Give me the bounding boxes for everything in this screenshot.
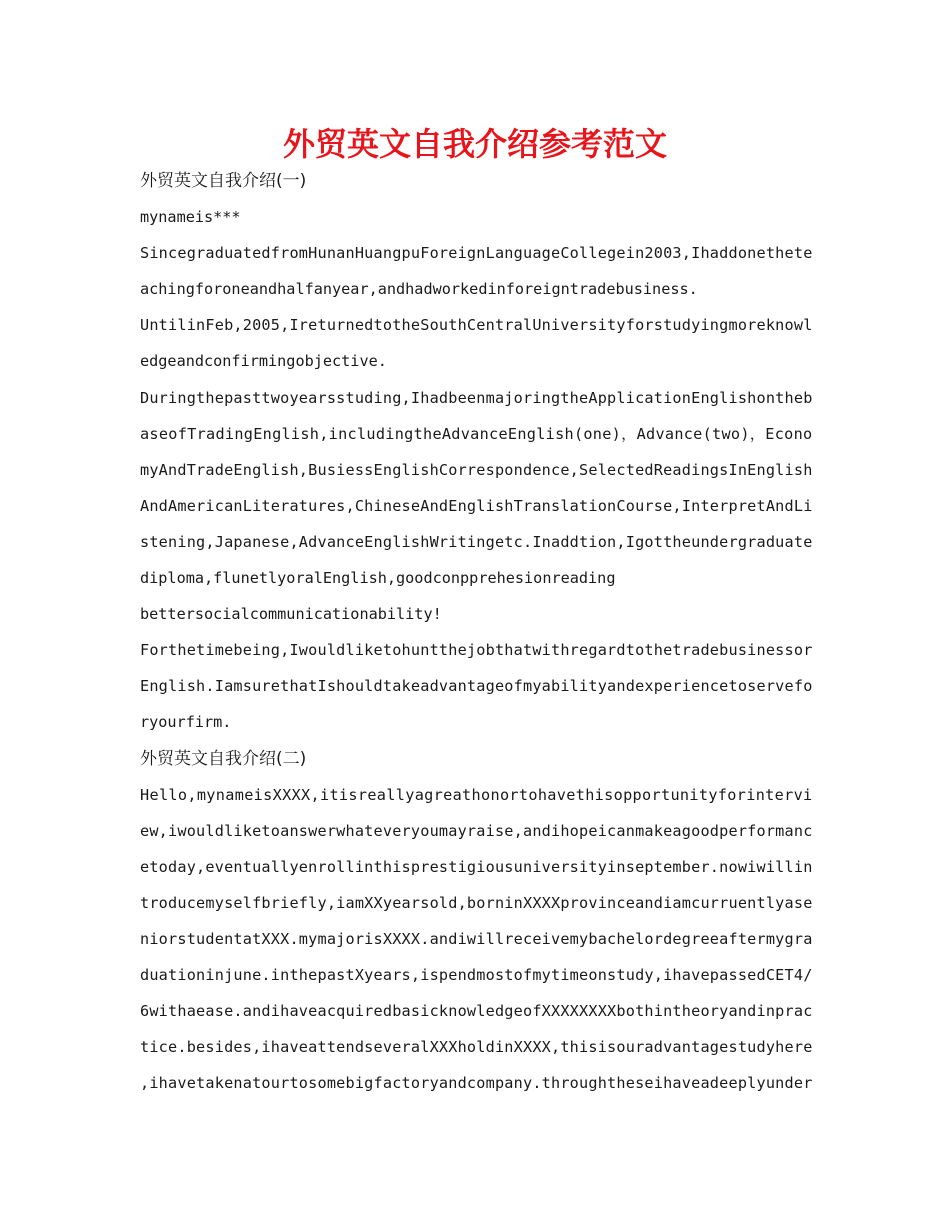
text-line: English.IamsurethatIshouldtakeadvantageofmyabilityandexperiencetoservefo [140, 677, 813, 696]
text-line: Forthetimebeing,Iwouldliketohuntthejobthatwithregardtothetradebusinessor [140, 641, 813, 660]
text-line: mynameis*** [140, 208, 241, 227]
text-line: UntilinFeb,2005,IreturnedtotheSouthCentralUniversityforstudyingmoreknowl [140, 316, 813, 335]
section-heading: 外贸英文自我介绍(二) [140, 748, 307, 769]
text-line: etoday,eventuallyenrollinthisprestigiousuniversityinseptember.nowiwillin [140, 857, 813, 876]
text-line: ew,iwouldliketoanswerwhateveryoumayraise,andihopeicanmakeagoodperformanc [140, 821, 813, 840]
text-line: ,ihavetakenatourtosomebigfactoryandcompany.throughtheseihaveadeeplyunder [140, 1074, 813, 1093]
text-line: achingforoneandhalfanyear,andhadworkedinforeigntradebusiness. [140, 280, 698, 299]
text-line: niorstudentatXXX.mymajorisXXXX.andiwillreceivemybachelordegreeaftermygra [140, 929, 813, 948]
text-line: myAndTradeEnglish,BusiessEnglishCorrespondence,SelectedReadingsInEnglish [140, 460, 813, 479]
document-title: 外贸英文自我介绍参考范文 [282, 125, 667, 163]
text-line: bettersocialcommunicationability! [140, 605, 442, 624]
text-line: stening,Japanese,AdvanceEnglishWritingetc.Inaddtion,Igottheundergraduate [140, 532, 813, 551]
text-line: tice.besides,ihaveattendseveralXXXholdinXXXX,thisisouradvantagestudyhere [140, 1038, 813, 1057]
text-line: duationinjune.inthepastXyears,ispendmostofmytimeonstudy,ihavepassedCET4/ [140, 966, 813, 985]
text-line: Duringthepasttwoyearsstuding,IhadbeenmajoringtheApplicationEnglishontheb [140, 388, 813, 407]
text-line: 6withaease.andihaveacquiredbasicknowledgeofXXXXXXXXbothintheoryandinprac [140, 1002, 813, 1021]
text-line: diploma,flunetlyoralEnglish,goodconpprehesionreading [140, 569, 616, 588]
text-line: aseofTradingEnglish,includingtheAdvanceEnglish(one)，Advance(two)，Econo [140, 424, 813, 443]
text-line: Hello,mynameisXXXX,itisreallyagreathonortohavethisopportunityforintervi [140, 785, 813, 804]
text-line: ryourfirm. [140, 713, 232, 732]
text-line: edgeandconfirmingobjective. [140, 352, 387, 371]
text-line: troducemyselfbriefly,iamXXyearsold,borninXXXXprovinceandiamcurruentlyase [140, 893, 813, 912]
text-line: SincegraduatedfromHunanHuangpuForeignLanguageCollegein2003,Ihaddonethete [140, 244, 813, 263]
document-body [140, 163, 812, 1101]
text-line: AndAmericanLiteratures,ChineseAndEnglishTranslationCourse,InterpretAndLi [140, 496, 813, 515]
section-heading: 外贸英文自我介绍(一) [140, 171, 307, 191]
